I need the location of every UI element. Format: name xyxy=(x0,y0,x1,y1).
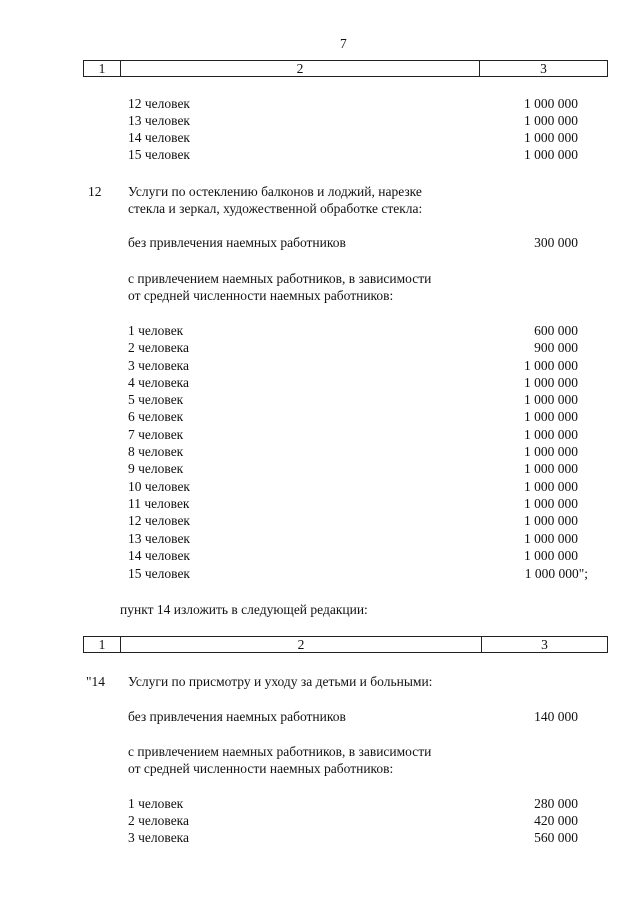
row-label: 1 человек xyxy=(128,323,184,338)
row-value: 1 000 000 xyxy=(524,461,578,476)
column-2-header: 2 xyxy=(297,637,305,652)
row-label: 13 человек xyxy=(128,531,190,546)
row-value: 560 000 xyxy=(534,830,578,845)
with-workers-text: с привлечением наемных работников, в зависимости xyxy=(128,744,432,759)
table-header xyxy=(83,636,608,653)
row-label: 14 человек xyxy=(128,130,190,145)
row-value: 1 000 000 xyxy=(524,130,578,145)
row-value: 1 000 000 xyxy=(524,496,578,511)
row-label: 2 человека xyxy=(128,340,190,355)
row-label: 5 человек xyxy=(128,392,184,407)
row-value: 1 000 000 xyxy=(524,513,578,528)
row-value: 1 000 000 xyxy=(524,113,578,128)
column-3-header: 3 xyxy=(540,61,547,76)
with-workers-text: от средней численности наемных работников: xyxy=(128,288,394,303)
row-value: 1 000 000 xyxy=(524,96,578,111)
row-label: 10 человек xyxy=(128,479,190,494)
row-value: 900 000 xyxy=(534,340,578,355)
row-label: 3 человека xyxy=(128,358,190,373)
row-label: 15 человек xyxy=(128,566,190,581)
with-workers-text: с привлечением наемных работников, в зависимости xyxy=(128,271,432,286)
item-number: 12 xyxy=(88,184,102,199)
column-1-header: 1 xyxy=(98,637,106,652)
column-2-header: 2 xyxy=(296,61,304,76)
row-label: 9 человек xyxy=(128,461,184,476)
row-value: 280 000 xyxy=(534,796,578,811)
row-value: 1 000 000 xyxy=(524,358,578,373)
row-value: 1 000 000 xyxy=(524,392,578,407)
row-label: 4 человека xyxy=(128,375,190,390)
column-1-header: 1 xyxy=(98,61,106,76)
item-title: стекла и зеркал, художественной обработке стекла: xyxy=(128,201,423,216)
row-label: 14 человек xyxy=(128,548,190,563)
row-label: 2 человека xyxy=(128,813,190,828)
no-workers-value: 140 000 xyxy=(534,709,578,724)
row-value: 420 000 xyxy=(534,813,578,828)
column-3-header: 3 xyxy=(541,637,548,652)
no-workers-label: без привлечения наемных работников xyxy=(128,235,346,250)
row-label: 1 человек xyxy=(128,796,184,811)
row-label: 12 человек xyxy=(128,96,190,111)
row-label: 15 человек xyxy=(128,147,190,162)
row-label: 8 человек xyxy=(128,444,184,459)
with-workers-text: от средней численности наемных работников: xyxy=(128,761,394,776)
row-value: 1 000 000 xyxy=(524,375,578,390)
row-label: 12 человек xyxy=(128,513,190,528)
row-label: 6 человек xyxy=(128,409,184,424)
no-workers-value: 300 000 xyxy=(534,235,578,250)
row-label: 13 человек xyxy=(128,113,190,128)
row-label: 3 человека xyxy=(128,830,190,845)
item-number: "14 xyxy=(86,674,106,689)
table-header xyxy=(83,60,608,77)
row-value: 1 000 000 xyxy=(524,479,578,494)
row-value: 1 000 000 xyxy=(524,548,578,563)
row-value: 1 000 000"; xyxy=(524,566,588,581)
amendment-instruction: пункт 14 изложить в следующей редакции: xyxy=(120,602,368,617)
row-value: 1 000 000 xyxy=(524,147,578,162)
row-value: 1 000 000 xyxy=(524,427,578,442)
row-label: 11 человек xyxy=(128,496,190,511)
no-workers-label: без привлечения наемных работников xyxy=(128,709,346,724)
row-value: 1 000 000 xyxy=(524,531,578,546)
item-title: Услуги по присмотру и уходу за детьми и больными: xyxy=(128,674,433,689)
row-value: 600 000 xyxy=(534,323,578,338)
row-value: 1 000 000 xyxy=(524,409,578,424)
row-value: 1 000 000 xyxy=(524,444,578,459)
page-number: 7 xyxy=(340,36,347,51)
row-label: 7 человек xyxy=(128,427,184,442)
item-title: Услуги по остеклению балконов и лоджий, нарезке xyxy=(128,184,422,199)
